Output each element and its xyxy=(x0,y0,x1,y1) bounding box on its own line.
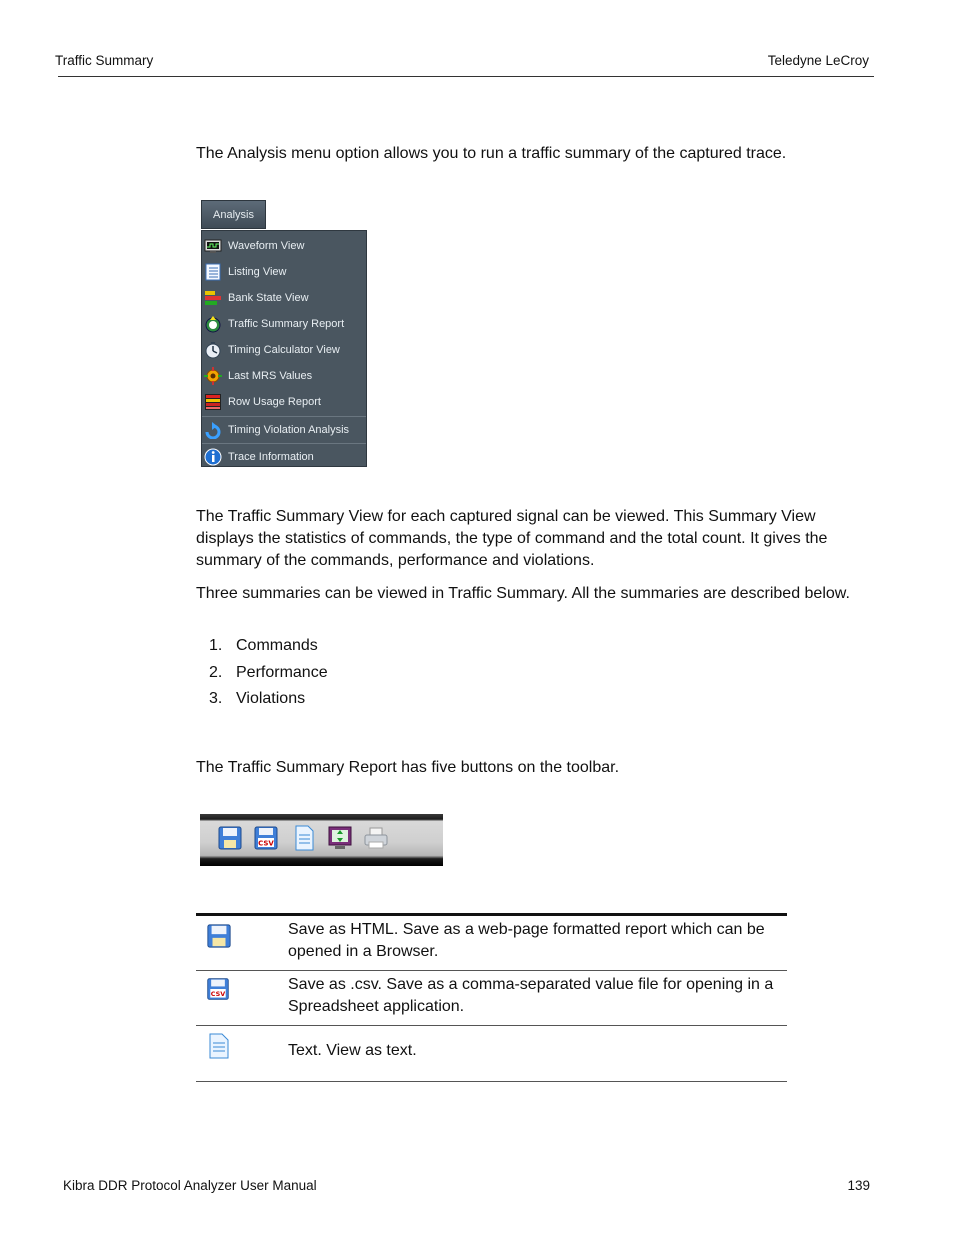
menu-item-row-usage-report[interactable] xyxy=(202,389,366,415)
menu-item-last-mrs-values[interactable] xyxy=(202,363,366,389)
text-view-icon[interactable] xyxy=(290,824,318,852)
running-header-company: Teledyne LeCroy xyxy=(767,53,869,68)
menu-item-label: Bank State View xyxy=(228,292,309,304)
running-header-title: Traffic Summary xyxy=(55,53,154,68)
list-number: 2. xyxy=(209,664,223,681)
menu-item-label: Row Usage Report xyxy=(228,396,321,408)
table-top-rule xyxy=(196,913,787,916)
traffic-summary-toolbar xyxy=(200,814,443,866)
save-csv-icon xyxy=(206,976,230,1002)
menu-item-timing-calculator-view[interactable] xyxy=(202,337,366,363)
table-row-divider xyxy=(196,970,787,971)
trace-info-icon xyxy=(204,448,222,466)
traffic-summary-icon xyxy=(204,315,222,333)
menu-item-label: Waveform View xyxy=(228,240,305,252)
bank-state-icon xyxy=(204,289,222,307)
svg-text:CSV: CSV xyxy=(210,989,226,998)
listing-icon xyxy=(204,263,222,281)
timing-violation-icon xyxy=(204,421,222,439)
menu-item-label: Traffic Summary Report xyxy=(228,318,345,330)
summary-list-item xyxy=(209,664,222,682)
menu-item-timing-violation-analysis[interactable] xyxy=(202,417,366,443)
menu-item-label: Timing Violation Analysis xyxy=(228,424,350,436)
print-icon[interactable] xyxy=(362,824,390,852)
summary-list-label: Commands xyxy=(236,637,318,654)
menu-item-listing-view[interactable] xyxy=(202,259,366,285)
summaries-intro-paragraph: Three summaries can be viewed in Traffic Summary. All the summaries are described below. xyxy=(196,585,850,602)
toolbar-intro-paragraph: The Traffic Summary Report has five buttons on the toolbar. xyxy=(196,759,620,776)
save-html-icon[interactable] xyxy=(216,824,244,852)
save-csv-icon[interactable] xyxy=(252,824,280,852)
button-description: Save as .csv. Save as a comma-separated value file for opening in a Spreadsheet application. xyxy=(288,976,774,1015)
list-number: 1. xyxy=(209,637,223,654)
list-number: 3. xyxy=(209,690,223,707)
summary-list-item xyxy=(209,637,222,655)
summary-list-item xyxy=(209,690,222,708)
menu-item-trace-information[interactable] xyxy=(202,444,366,470)
page-number: 139 xyxy=(847,1178,870,1193)
menu-item-label: Last MRS Values xyxy=(228,370,313,382)
menu-item-label: Trace Information xyxy=(228,451,314,463)
analysis-menu-dropdown xyxy=(201,230,367,467)
button-description: Save as HTML. Save as a web-page formatted report which can be opened in a Browser. xyxy=(288,921,765,960)
menu-item-label: Timing Calculator View xyxy=(228,344,340,356)
timing-calculator-icon xyxy=(204,341,222,359)
intro-paragraph: The Analysis menu option allows you to run a traffic summary of the captured trace. xyxy=(196,145,787,162)
menu-item-traffic-summary-report[interactable] xyxy=(202,311,366,337)
menu-item-label: Listing View xyxy=(228,266,287,278)
row-usage-icon xyxy=(204,393,222,411)
menu-item-waveform-view[interactable] xyxy=(202,233,366,259)
mrs-values-icon xyxy=(204,367,222,385)
fit-view-icon[interactable] xyxy=(326,824,354,852)
footer-manual-title: Kibra DDR Protocol Analyzer User Manual xyxy=(63,1178,317,1193)
table-row-divider xyxy=(196,1025,787,1026)
button-description: Text. View as text. xyxy=(288,1042,417,1059)
header-rule xyxy=(58,76,874,77)
svg-text:CSV: CSV xyxy=(258,839,274,848)
save-html-icon xyxy=(206,922,232,950)
table-bottom-rule xyxy=(196,1081,787,1082)
analysis-menu-tab[interactable]: Analysis xyxy=(201,200,266,229)
summary-list-label: Performance xyxy=(236,664,328,681)
waveform-icon xyxy=(204,237,222,255)
summary-view-paragraph: The Traffic Summary View for each captured signal can be viewed. This Summary View displays the statistics of commands, the type of command and the total count. It gives the summary of the commands, performance and violations. xyxy=(196,508,828,569)
menu-item-bank-state-view[interactable] xyxy=(202,285,366,311)
text-view-icon xyxy=(208,1033,230,1059)
summary-list-label: Violations xyxy=(236,690,306,707)
